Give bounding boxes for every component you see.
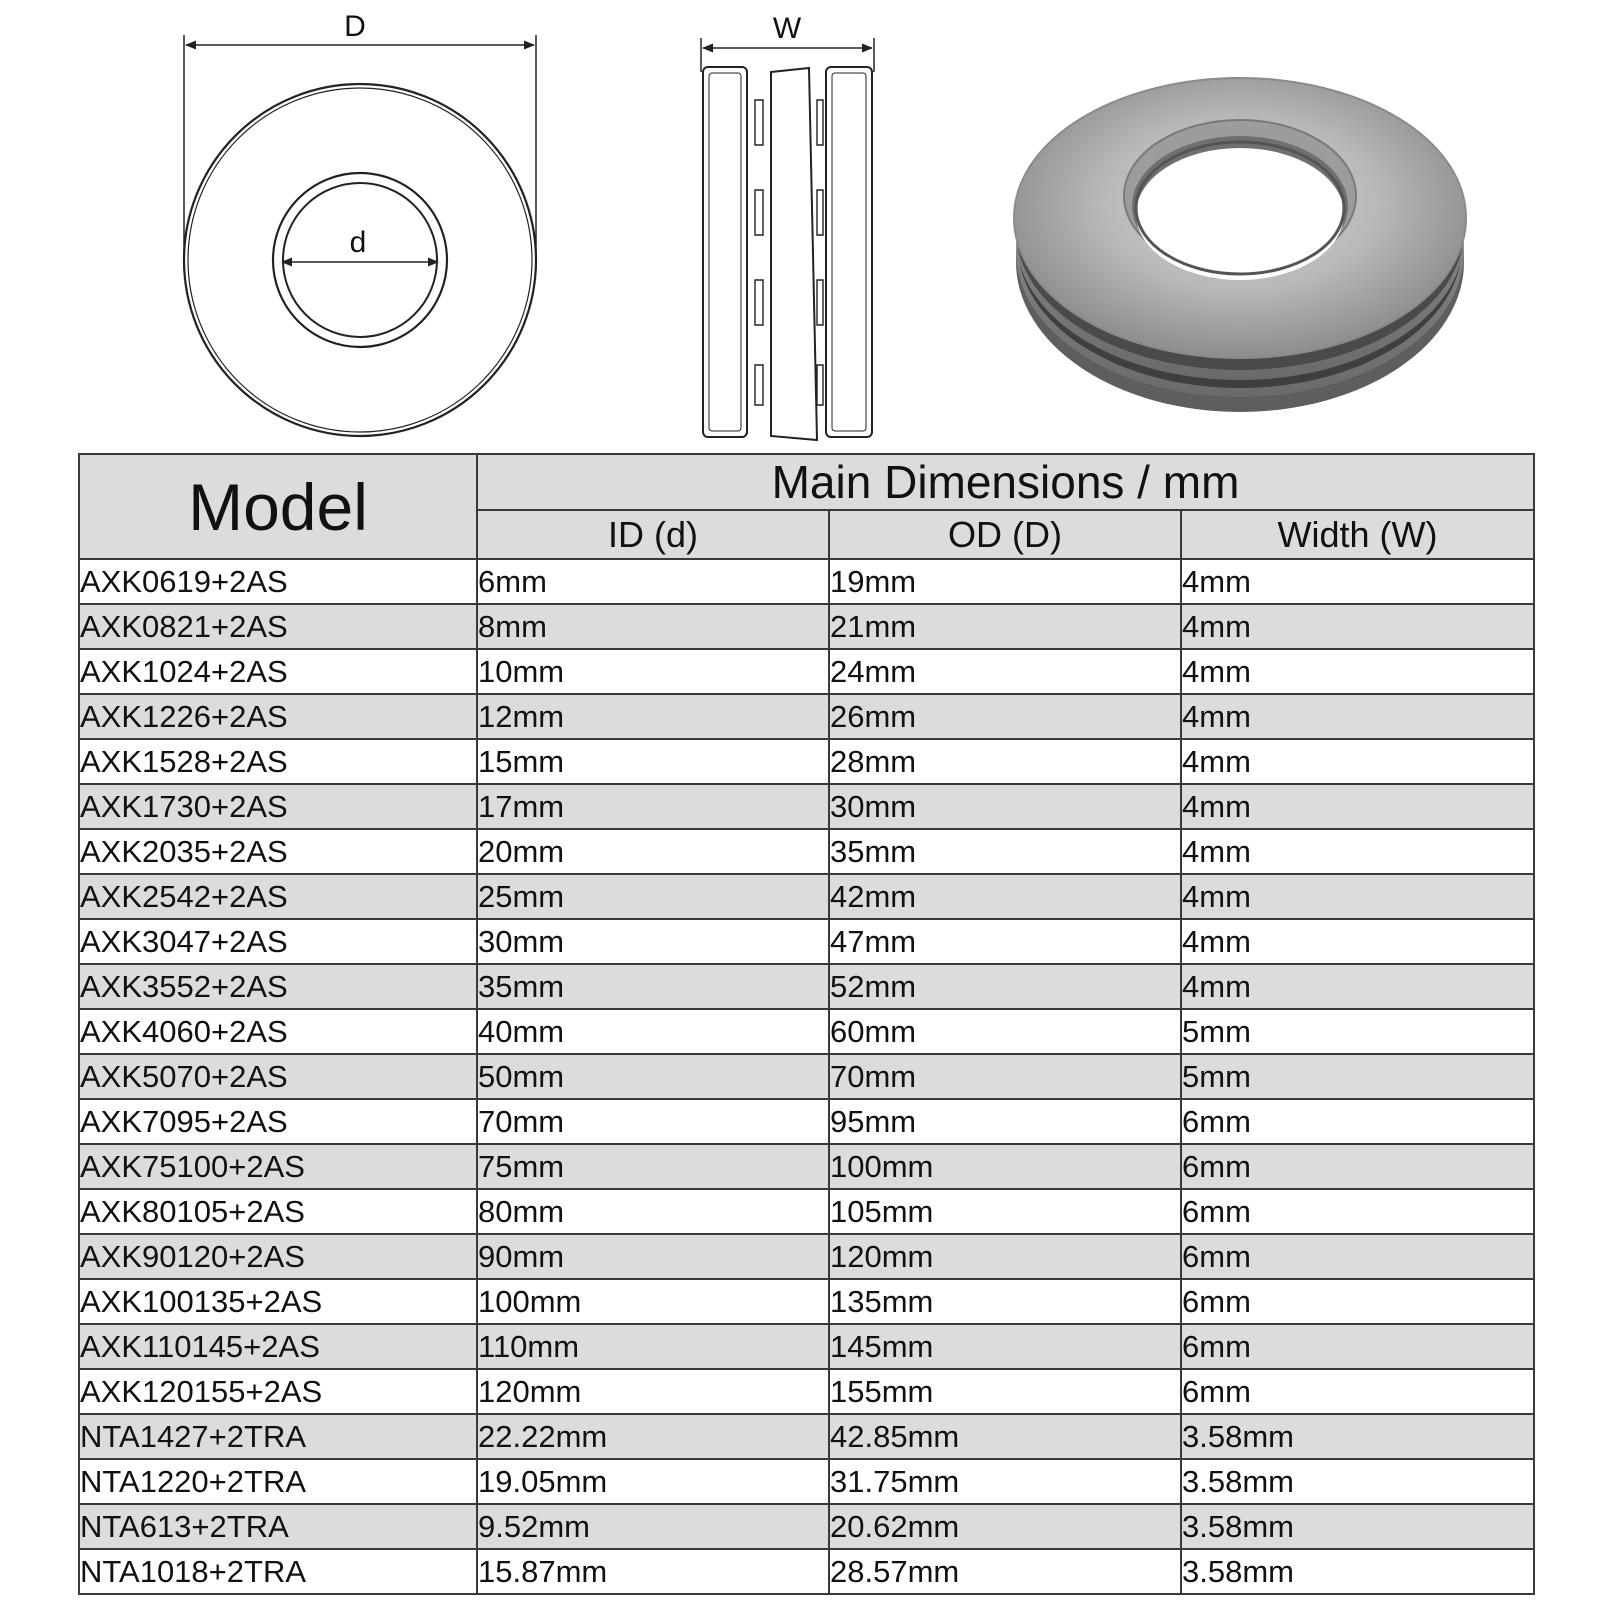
od-column-header: OD (D) <box>829 510 1181 559</box>
width-cell: 6mm <box>1181 1099 1534 1144</box>
width-cell: 6mm <box>1181 1144 1534 1189</box>
od-cell: 28.57mm <box>829 1549 1181 1594</box>
od-cell: 28mm <box>829 739 1181 784</box>
od-cell: 135mm <box>829 1279 1181 1324</box>
model-cell: AXK5070+2AS <box>79 1054 477 1099</box>
width-cell: 4mm <box>1181 784 1534 829</box>
id-cell: 6mm <box>477 559 829 604</box>
table-row <box>79 1234 1534 1279</box>
model-cell: AXK1024+2AS <box>79 649 477 694</box>
table-row <box>79 559 1534 604</box>
main-dimensions-header: Main Dimensions / mm <box>477 454 1534 510</box>
id-cell: 12mm <box>477 694 829 739</box>
table-body <box>79 559 1534 1594</box>
model-cell: AXK0821+2AS <box>79 604 477 649</box>
od-cell: 145mm <box>829 1324 1181 1369</box>
table-row <box>79 1279 1534 1324</box>
table-row <box>79 604 1534 649</box>
width-cell: 6mm <box>1181 1324 1534 1369</box>
model-cell: AXK1226+2AS <box>79 694 477 739</box>
width-cell: 4mm <box>1181 829 1534 874</box>
width-cell: 4mm <box>1181 694 1534 739</box>
od-cell: 105mm <box>829 1189 1181 1234</box>
width-cell: 4mm <box>1181 919 1534 964</box>
model-header: Model <box>79 454 477 559</box>
id-column-header: ID (d) <box>477 510 829 559</box>
table-row <box>79 1459 1534 1504</box>
od-cell: 120mm <box>829 1234 1181 1279</box>
id-cell: 19.05mm <box>477 1459 829 1504</box>
od-cell: 95mm <box>829 1099 1181 1144</box>
model-cell: AXK1528+2AS <box>79 739 477 784</box>
width-cell: 4mm <box>1181 559 1534 604</box>
od-cell: 60mm <box>829 1009 1181 1054</box>
table-row <box>79 1324 1534 1369</box>
od-cell: 100mm <box>829 1144 1181 1189</box>
od-cell: 70mm <box>829 1054 1181 1099</box>
table-row <box>79 829 1534 874</box>
table-row <box>79 1414 1534 1459</box>
model-cell: NTA1427+2TRA <box>79 1414 477 1459</box>
table-row <box>79 1189 1534 1234</box>
model-cell: AXK100135+2AS <box>79 1279 477 1324</box>
model-cell: AXK2542+2AS <box>79 874 477 919</box>
model-cell: AXK7095+2AS <box>79 1099 477 1144</box>
id-cell: 70mm <box>477 1099 829 1144</box>
inner-diameter-label: d <box>349 226 367 259</box>
od-cell: 19mm <box>829 559 1181 604</box>
table-row <box>79 784 1534 829</box>
table-row <box>79 874 1534 919</box>
width-cell: 3.58mm <box>1181 1504 1534 1549</box>
od-cell: 47mm <box>829 919 1181 964</box>
table-row <box>79 1054 1534 1099</box>
width-cell: 3.58mm <box>1181 1414 1534 1459</box>
bearing-drawings-svg <box>0 0 1600 450</box>
table-row <box>79 1504 1534 1549</box>
od-cell: 42.85mm <box>829 1414 1181 1459</box>
width-cell: 3.58mm <box>1181 1459 1534 1504</box>
id-cell: 50mm <box>477 1054 829 1099</box>
id-cell: 75mm <box>477 1144 829 1189</box>
model-cell: AXK3552+2AS <box>79 964 477 1009</box>
width-cell: 6mm <box>1181 1279 1534 1324</box>
table-row <box>79 919 1534 964</box>
width-cell: 5mm <box>1181 1054 1534 1099</box>
model-cell: AXK4060+2AS <box>79 1009 477 1054</box>
technical-drawings <box>0 0 1600 450</box>
od-cell: 30mm <box>829 784 1181 829</box>
table-row <box>79 649 1534 694</box>
width-cell: 6mm <box>1181 1369 1534 1414</box>
id-cell: 15.87mm <box>477 1549 829 1594</box>
side-view-drawing <box>701 38 874 440</box>
id-cell: 10mm <box>477 649 829 694</box>
id-cell: 90mm <box>477 1234 829 1279</box>
id-cell: 8mm <box>477 604 829 649</box>
table-row <box>79 1144 1534 1189</box>
od-cell: 24mm <box>829 649 1181 694</box>
model-cell: AXK90120+2AS <box>79 1234 477 1279</box>
id-cell: 40mm <box>477 1009 829 1054</box>
table-row <box>79 1549 1534 1594</box>
model-cell: AXK2035+2AS <box>79 829 477 874</box>
id-cell: 30mm <box>477 919 829 964</box>
model-cell: AXK0619+2AS <box>79 559 477 604</box>
width-cell: 4mm <box>1181 739 1534 784</box>
width-cell: 4mm <box>1181 964 1534 1009</box>
od-cell: 155mm <box>829 1369 1181 1414</box>
od-cell: 26mm <box>829 694 1181 739</box>
model-cell: NTA613+2TRA <box>79 1504 477 1549</box>
od-cell: 52mm <box>829 964 1181 1009</box>
width-cell: 6mm <box>1181 1234 1534 1279</box>
id-cell: 110mm <box>477 1324 829 1369</box>
id-cell: 17mm <box>477 784 829 829</box>
width-cell: 5mm <box>1181 1009 1534 1054</box>
width-cell: 6mm <box>1181 1189 1534 1234</box>
id-cell: 20mm <box>477 829 829 874</box>
width-label: W <box>772 12 802 45</box>
model-cell: AXK1730+2AS <box>79 784 477 829</box>
table-row <box>79 1369 1534 1414</box>
dimensions-table <box>78 453 1535 1595</box>
table-row <box>79 964 1534 1009</box>
od-cell: 35mm <box>829 829 1181 874</box>
id-cell: 120mm <box>477 1369 829 1414</box>
width-cell: 4mm <box>1181 649 1534 694</box>
model-cell: AXK110145+2AS <box>79 1324 477 1369</box>
model-cell: AXK120155+2AS <box>79 1369 477 1414</box>
model-cell: AXK75100+2AS <box>79 1144 477 1189</box>
od-cell: 21mm <box>829 604 1181 649</box>
id-cell: 35mm <box>477 964 829 1009</box>
id-cell: 15mm <box>477 739 829 784</box>
id-cell: 100mm <box>477 1279 829 1324</box>
table-row <box>79 1009 1534 1054</box>
model-cell: AXK3047+2AS <box>79 919 477 964</box>
model-cell: AXK80105+2AS <box>79 1189 477 1234</box>
width-cell: 3.58mm <box>1181 1549 1534 1594</box>
model-cell: NTA1018+2TRA <box>79 1549 477 1594</box>
outer-diameter-label: D <box>344 10 366 43</box>
table-row <box>79 694 1534 739</box>
width-cell: 4mm <box>1181 874 1534 919</box>
table-row <box>79 1099 1534 1144</box>
od-cell: 42mm <box>829 874 1181 919</box>
model-cell: NTA1220+2TRA <box>79 1459 477 1504</box>
id-cell: 25mm <box>477 874 829 919</box>
width-cell: 4mm <box>1181 604 1534 649</box>
id-cell: 9.52mm <box>477 1504 829 1549</box>
od-cell: 20.62mm <box>829 1504 1181 1549</box>
width-column-header: Width (W) <box>1181 510 1534 559</box>
id-cell: 80mm <box>477 1189 829 1234</box>
id-cell: 22.22mm <box>477 1414 829 1459</box>
bearing-photo <box>1014 78 1466 412</box>
table-row <box>79 739 1534 784</box>
od-cell: 31.75mm <box>829 1459 1181 1504</box>
